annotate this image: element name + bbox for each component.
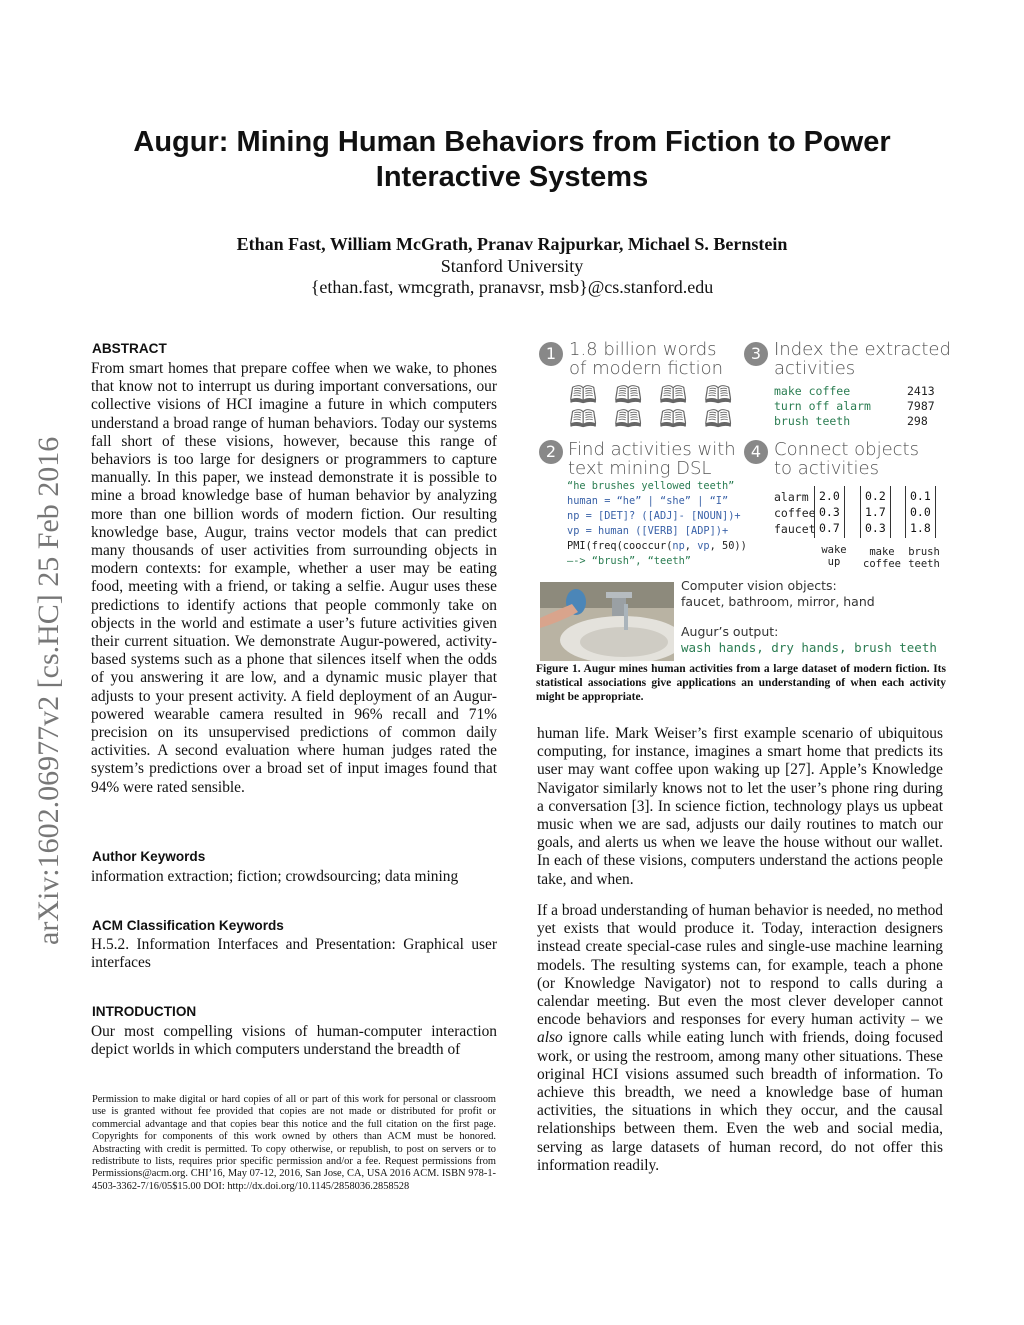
index-count: 2413 [907, 384, 935, 398]
dsl-pmi-a: PMI(freq(cooccur( [567, 540, 673, 552]
object-label: faucet [774, 522, 816, 536]
matrix-cell: 0.3 [819, 505, 840, 519]
arxiv-identifier: arXiv:1602.06977v2 [cs.HC] 25 Feb 2016 [32, 436, 65, 945]
cv-objects-label: Computer vision objects: [681, 578, 837, 593]
bathroom-sink-photo [540, 582, 674, 661]
matrix-cell: 2.0 [819, 489, 840, 503]
augur-output-text: wash hands, dry hands, brush teeth [681, 640, 937, 655]
matrix-label-line: teeth [908, 558, 940, 570]
index-activity: turn off alarm [774, 399, 871, 413]
book-icon: 🕮 [614, 381, 643, 409]
introduction-heading: INTRODUCTION [92, 1004, 197, 1019]
matrix-label-wake-up [814, 544, 854, 568]
figure-1-caption: Figure 1. Augur mines human activities from a large dataset of modern fiction. Its statistical associations give applications an understanding of when each activity might be appropriate. [536, 663, 946, 703]
step-4-line-2: to activities [774, 458, 879, 479]
matrix-label-line: wake [821, 544, 847, 556]
matrix-cell: 1.7 [865, 505, 886, 519]
step-1-line-2: of modern fiction [569, 358, 724, 379]
object-labels [774, 489, 816, 537]
author-keywords-text: information extraction; fiction; crowdsourcing; data mining [91, 868, 459, 885]
dsl-vp-def: = human ([VERB] [ADP])+ [579, 525, 729, 537]
dsl-human-def: = “he” | “she” | “I” [598, 495, 729, 507]
dsl-human-var: human [567, 495, 598, 507]
book-icon: 🕮 [704, 381, 733, 409]
matrix-label-line: up [827, 556, 841, 568]
dsl-pmi-np: np [672, 540, 685, 552]
step-1-line-1: 1.8 billion words [569, 339, 717, 360]
dsl-quote: “he brushes yellowed teeth” [567, 480, 735, 492]
book-icon: 🕮 [569, 381, 598, 409]
step-2-line-1: Find activities with [568, 439, 736, 460]
matrix-cell: 0.2 [865, 489, 886, 503]
author-list: Ethan Fast, William McGrath, Pranav Rajpurkar, Michael S. Bernstein [236, 234, 788, 254]
title-line-2: Interactive Systems [375, 161, 649, 193]
author-emails: {ethan.fast, wmcgrath, pranavsr, msb}@cs.stanford.edu [310, 277, 714, 297]
abstract-body [91, 360, 497, 797]
dsl-np-def: = [DET]? ([ADJ]- [NOUN])+ [579, 510, 741, 522]
dsl-code [567, 479, 772, 569]
matrix-label-make-coffee [858, 546, 906, 570]
paper-title [0, 125, 1024, 195]
step-3-title [774, 340, 951, 378]
book-icon: 🕮 [659, 405, 688, 433]
matrix-label-line: coffee [863, 558, 901, 570]
acm-classification-text: H.5.2. Information Interfaces and Presentation: Graphical user interfaces [91, 936, 497, 972]
book-icon: 🕮 [614, 405, 643, 433]
acm-classification-heading: ACM Classification Keywords [92, 918, 284, 933]
abstract-text: From smart homes that prepare coffee when we wake, to phones that know not to interrupt us during important conversations, our collective visions of HCI imagine a future in which computers understand a broad range of human behaviors. Today our systems fall short of these visions, however, because this range of behaviors is too large for designers or programmers to capture manually. In this paper, we instead demonstrate it is possible to mine a broad knowledge base of human behavior by analyzing more than one billion words of modern fiction. Our resulting knowledge base, Augur, trains vector models that can predict many thousands of user activities from surrounding objects in modern contexts: for example, whether a user may be eating food, meeting with a friend, or taking a selfie. Augur uses these predictions to identify actions that people commonly take on objects in the world and estimate a user’s future activities given their current situation. We demonstrate Augur-powered, activity-based systems such as a phone that silences itself when the odds of you answering it are low, and a dynamic music player that adjusts to your present activity. A field deployment of an Augur-powered wearable camera resulted in 96% recall and 71% precision on its unsupervised predictions of common daily activities. A second evaluation where human judges rated the system’s predictions over a broad set of input images found that 94% were rated sensible. [91, 360, 497, 796]
abstract-heading: ABSTRACT [92, 341, 167, 356]
object-label: alarm [774, 490, 809, 504]
step-4-badge: 4 [744, 440, 768, 464]
affiliation: Stanford University [440, 256, 584, 276]
index-count: 7987 [907, 399, 935, 413]
matrix-cell: 0.0 [910, 505, 931, 519]
matrix-cell: 0.3 [865, 521, 886, 535]
author-keywords-heading: Author Keywords [92, 849, 206, 864]
cv-objects-list: faucet, bathroom, mirror, hand [681, 594, 875, 609]
book-icon: 🕮 [704, 405, 733, 433]
introduction-para-1: human life. Mark Weiser’s first example scenario of ubiquitous computing, for instance, imagines a smart home that predicts its user may want coffee upon waking up [27]. Apple’s Knowledge Navigator similarly knows not to let the user’s phone ring during a conversation [3]. In science fiction, technology plays us upbeat music when we are sad, adjusts our daily routines to match our goals, and alerts us when we leave the house without our wallet. In each of these visions, computers understand the actions people take, and when. [537, 725, 943, 888]
step-3-badge: 3 [744, 342, 768, 366]
step-3-line-2: activities [774, 358, 856, 379]
introduction-text-left: Our most compelling visions of human-computer interaction depict worlds in which computers understand the breadth of [91, 1023, 497, 1059]
cv-objects-block [681, 578, 875, 610]
step-1-title [569, 340, 723, 378]
step-1-badge: 1 [539, 342, 563, 366]
dsl-pmi-vp: vp [697, 540, 710, 552]
step-3-line-1: Index the extracted [774, 339, 951, 360]
matrix-column-brush-teeth [905, 486, 936, 538]
matrix-cell: 0.1 [910, 489, 931, 503]
intro-para-2-start: If a broad understanding of human behavior is needed, no method yet exists that would produce it. Today, interaction designers instead create special-case rules and single-use machine learning models. The resulting systems can, for example, teach a phone (or Knowledge Navigator) not to respond to calls during a calendar meeting. But even the most clever developer cannot encode behaviors and responses for every human activity – we [537, 902, 943, 1029]
matrix-label-brush-teeth [902, 546, 946, 570]
title-line-1: Augur: Mining Human Behaviors from Fiction to Power [133, 126, 891, 158]
index-activities [774, 384, 914, 429]
matrix-label-line: make [869, 546, 895, 558]
index-count: 298 [907, 414, 928, 428]
dsl-pmi-d: , 50)) [709, 540, 747, 552]
introduction-para-2 [537, 902, 943, 1175]
intro-para-2-end: ignore calls while eating lunch with friends, doing focused work, or using the restroom, among many other situations. These original HCI visions assumed such breadth of information. To achieve this breadth, we need a knowledge base of human activities, the situations in which they occur, and the causal relationships between them. Even the web and social media, serving as large datasets of human record, do not offer this information readily. [537, 1029, 943, 1174]
book-icon: 🕮 [659, 381, 688, 409]
augur-output-label: Augur’s output: [681, 624, 779, 639]
matrix-column-make-coffee [860, 486, 891, 538]
matrix-cell: 1.8 [910, 521, 931, 535]
dsl-pmi-c: , [684, 540, 698, 552]
dsl-output: –-> “brush”, “teeth” [567, 555, 691, 567]
matrix-cell: 0.7 [819, 521, 840, 535]
index-activity: make coffee [774, 384, 851, 398]
dsl-np-var: np [567, 510, 580, 522]
index-counts [907, 384, 957, 429]
object-label: coffee [774, 506, 816, 520]
step-4-title [774, 440, 919, 478]
index-activity: brush teeth [774, 414, 851, 428]
figure-1 [536, 336, 956, 661]
matrix-column-wake-up [814, 486, 845, 538]
step-2-title [568, 440, 736, 478]
step-4-line-1: Connect objects [774, 439, 919, 460]
step-2-line-2: text mining DSL [568, 458, 712, 479]
intro-para-2-emphasis: also [537, 1029, 563, 1047]
permission-notice: Permission to make digital or hard copies of all or part of this work for personal or classroom use is granted without fee provided that copies are not made or distributed for profit or commercial advantage and that copies bear this notice and the full citation on the first page. Copyrights for components of this work owned by others than ACM must be honored. Abstracting with credit is permitted. To copy otherwise, or republish, to post on servers or to redistribute to lists, requires prior specific permission and/or a fee. Request permissions from Permissions@acm.org. CHI’16, May 07-12, 2016, San Jose, CA, USA 2016 ACM. ISBN 978-1-4503-3362-7/16/05$15.00 DOI: http://dx.doi.org/10.1145/2858036.2858528 [92, 1094, 496, 1192]
matrix-label-line: brush [908, 546, 940, 558]
book-icon: 🕮 [569, 405, 598, 433]
dsl-vp-var: vp [567, 525, 580, 537]
step-2-badge: 2 [539, 440, 563, 464]
